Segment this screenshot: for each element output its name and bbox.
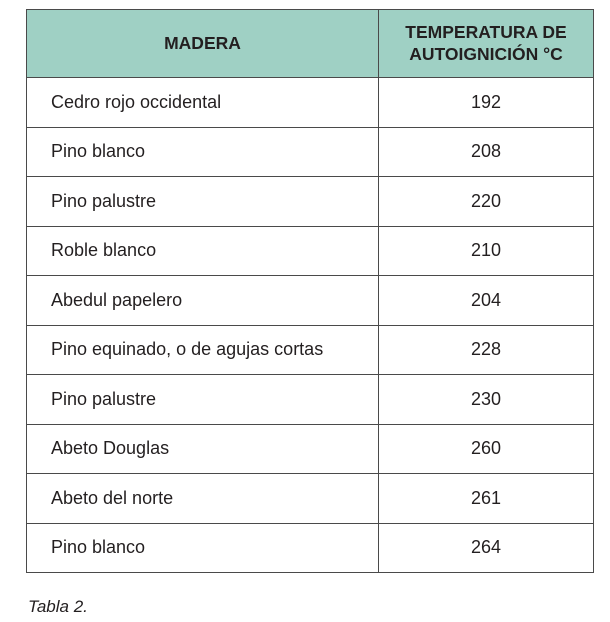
table-row	[27, 226, 594, 276]
temp-cell: 261	[379, 474, 594, 524]
table-row	[27, 276, 594, 326]
temp-cell: 204	[379, 276, 594, 326]
header-madera: MADERA	[27, 10, 379, 78]
wood-cell: Pino blanco	[27, 523, 379, 573]
temp-cell: 230	[379, 375, 594, 425]
temp-cell: 192	[379, 78, 594, 128]
table-row	[27, 474, 594, 524]
wood-cell: Abedul papelero	[27, 276, 379, 326]
table-header-row	[27, 10, 594, 78]
table-row	[27, 325, 594, 375]
temp-cell: 208	[379, 127, 594, 177]
wood-cell: Abeto del norte	[27, 474, 379, 524]
temp-cell: 228	[379, 325, 594, 375]
wood-cell: Cedro rojo occidental	[27, 78, 379, 128]
wood-cell: Pino palustre	[27, 375, 379, 425]
table-caption: Tabla 2.	[28, 597, 88, 616]
table-row	[27, 127, 594, 177]
table-row	[27, 523, 594, 573]
temp-cell: 210	[379, 226, 594, 276]
temp-cell: 264	[379, 523, 594, 573]
table-row	[27, 375, 594, 425]
temp-cell: 260	[379, 424, 594, 474]
wood-cell: Roble blanco	[27, 226, 379, 276]
wood-cell: Pino blanco	[27, 127, 379, 177]
wood-cell: Pino palustre	[27, 177, 379, 227]
wood-cell: Pino equinado, o de agujas cortas	[27, 325, 379, 375]
table-row	[27, 177, 594, 227]
table-row	[27, 78, 594, 128]
table-row	[27, 424, 594, 474]
wood-autoignition-table	[26, 9, 594, 573]
header-temperatura: TEMPERATURA DE AUTOIGNICIÓN °C	[379, 10, 594, 78]
wood-cell: Abeto Douglas	[27, 424, 379, 474]
temp-cell: 220	[379, 177, 594, 227]
